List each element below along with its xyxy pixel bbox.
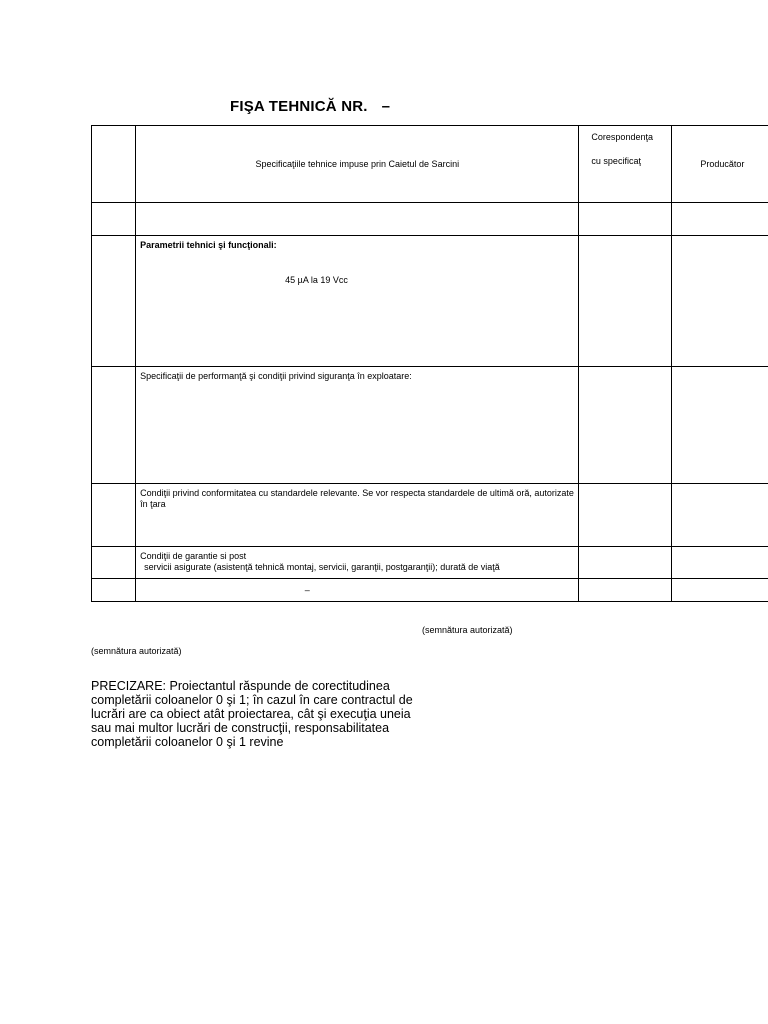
table-cell[interactable]: [92, 579, 136, 602]
table-cell[interactable]: [92, 484, 136, 547]
table-cell[interactable]: [579, 547, 671, 579]
header-correspondence: [579, 126, 671, 203]
table-cell[interactable]: [671, 484, 768, 547]
header-correspondence-line1: Corespondenţa: [591, 132, 653, 142]
last-row-dash[interactable]: –: [136, 579, 579, 602]
title-dash: –: [381, 98, 391, 115]
table-cell[interactable]: [579, 484, 671, 547]
table-row-performance: [92, 367, 768, 484]
note-precizare: PRECIZARE: Proiectantul răspunde de corectitudinea completării coloanelor 0 şi 1; în cazul în care contractul de lucrări are ca obiect atât proiectarea, cât şi execuţia uneia sau mai multor lucrări de construcţii, responsabilitatea completării coloanelor 0 şi 1 revine: [91, 679, 413, 749]
table-cell[interactable]: [671, 579, 768, 602]
table-row-empty: [92, 203, 768, 236]
table-header-row: [92, 126, 768, 203]
header-specs: Specificaţiile tehnice impuse prin Caietul de Sarcini: [136, 126, 579, 203]
performance-cell[interactable]: Specificaţii de performanţă şi condiţii privind siguranţa în exploatare:: [136, 367, 579, 484]
document-title: [230, 98, 390, 115]
table-row-guarantee: [92, 547, 768, 579]
table-cell[interactable]: [579, 203, 671, 236]
table-cell[interactable]: [671, 236, 768, 367]
parameters-cell[interactable]: [136, 236, 579, 367]
table-cell[interactable]: [136, 203, 579, 236]
table-cell[interactable]: [92, 547, 136, 579]
parameters-value: 45 µA la 19 Vcc: [285, 275, 348, 285]
table-cell[interactable]: [92, 203, 136, 236]
signature-right: (semnătura autorizată): [422, 625, 513, 635]
title-text: FIŞA TEHNICĂ NR.: [230, 98, 368, 115]
guarantee-cell[interactable]: [136, 547, 579, 579]
table-cell[interactable]: [671, 547, 768, 579]
signature-left: (semnătura autorizată): [91, 646, 182, 656]
technical-spec-table: [91, 125, 768, 602]
table-cell[interactable]: [579, 367, 671, 484]
table-cell[interactable]: [92, 367, 136, 484]
guarantee-line1: Condiţii de garantie si post: [140, 551, 247, 561]
table-row-conformity: [92, 484, 768, 547]
table-cell[interactable]: [671, 203, 768, 236]
table-row-parameters: [92, 236, 768, 367]
header-col0: [92, 126, 136, 203]
table-row-last: [92, 579, 768, 602]
table-cell[interactable]: [579, 579, 671, 602]
header-producer: Producător: [671, 126, 768, 203]
parameters-label: Parametrii tehnici şi funcţionali:: [140, 240, 277, 250]
header-correspondence-line2: cu specificaţ: [591, 156, 641, 166]
table-cell[interactable]: [92, 236, 136, 367]
table-cell[interactable]: [579, 236, 671, 367]
table-cell[interactable]: [671, 367, 768, 484]
guarantee-line2: servicii asigurate (asistenţă tehnică montaj, servicii, garanţii, postgaranţii); durată de viaţă: [144, 562, 500, 572]
conformity-cell[interactable]: Condiţii privind conformitatea cu standardele relevante. Se vor respecta standardele de ultimă oră, autorizate în ţara: [136, 484, 579, 547]
